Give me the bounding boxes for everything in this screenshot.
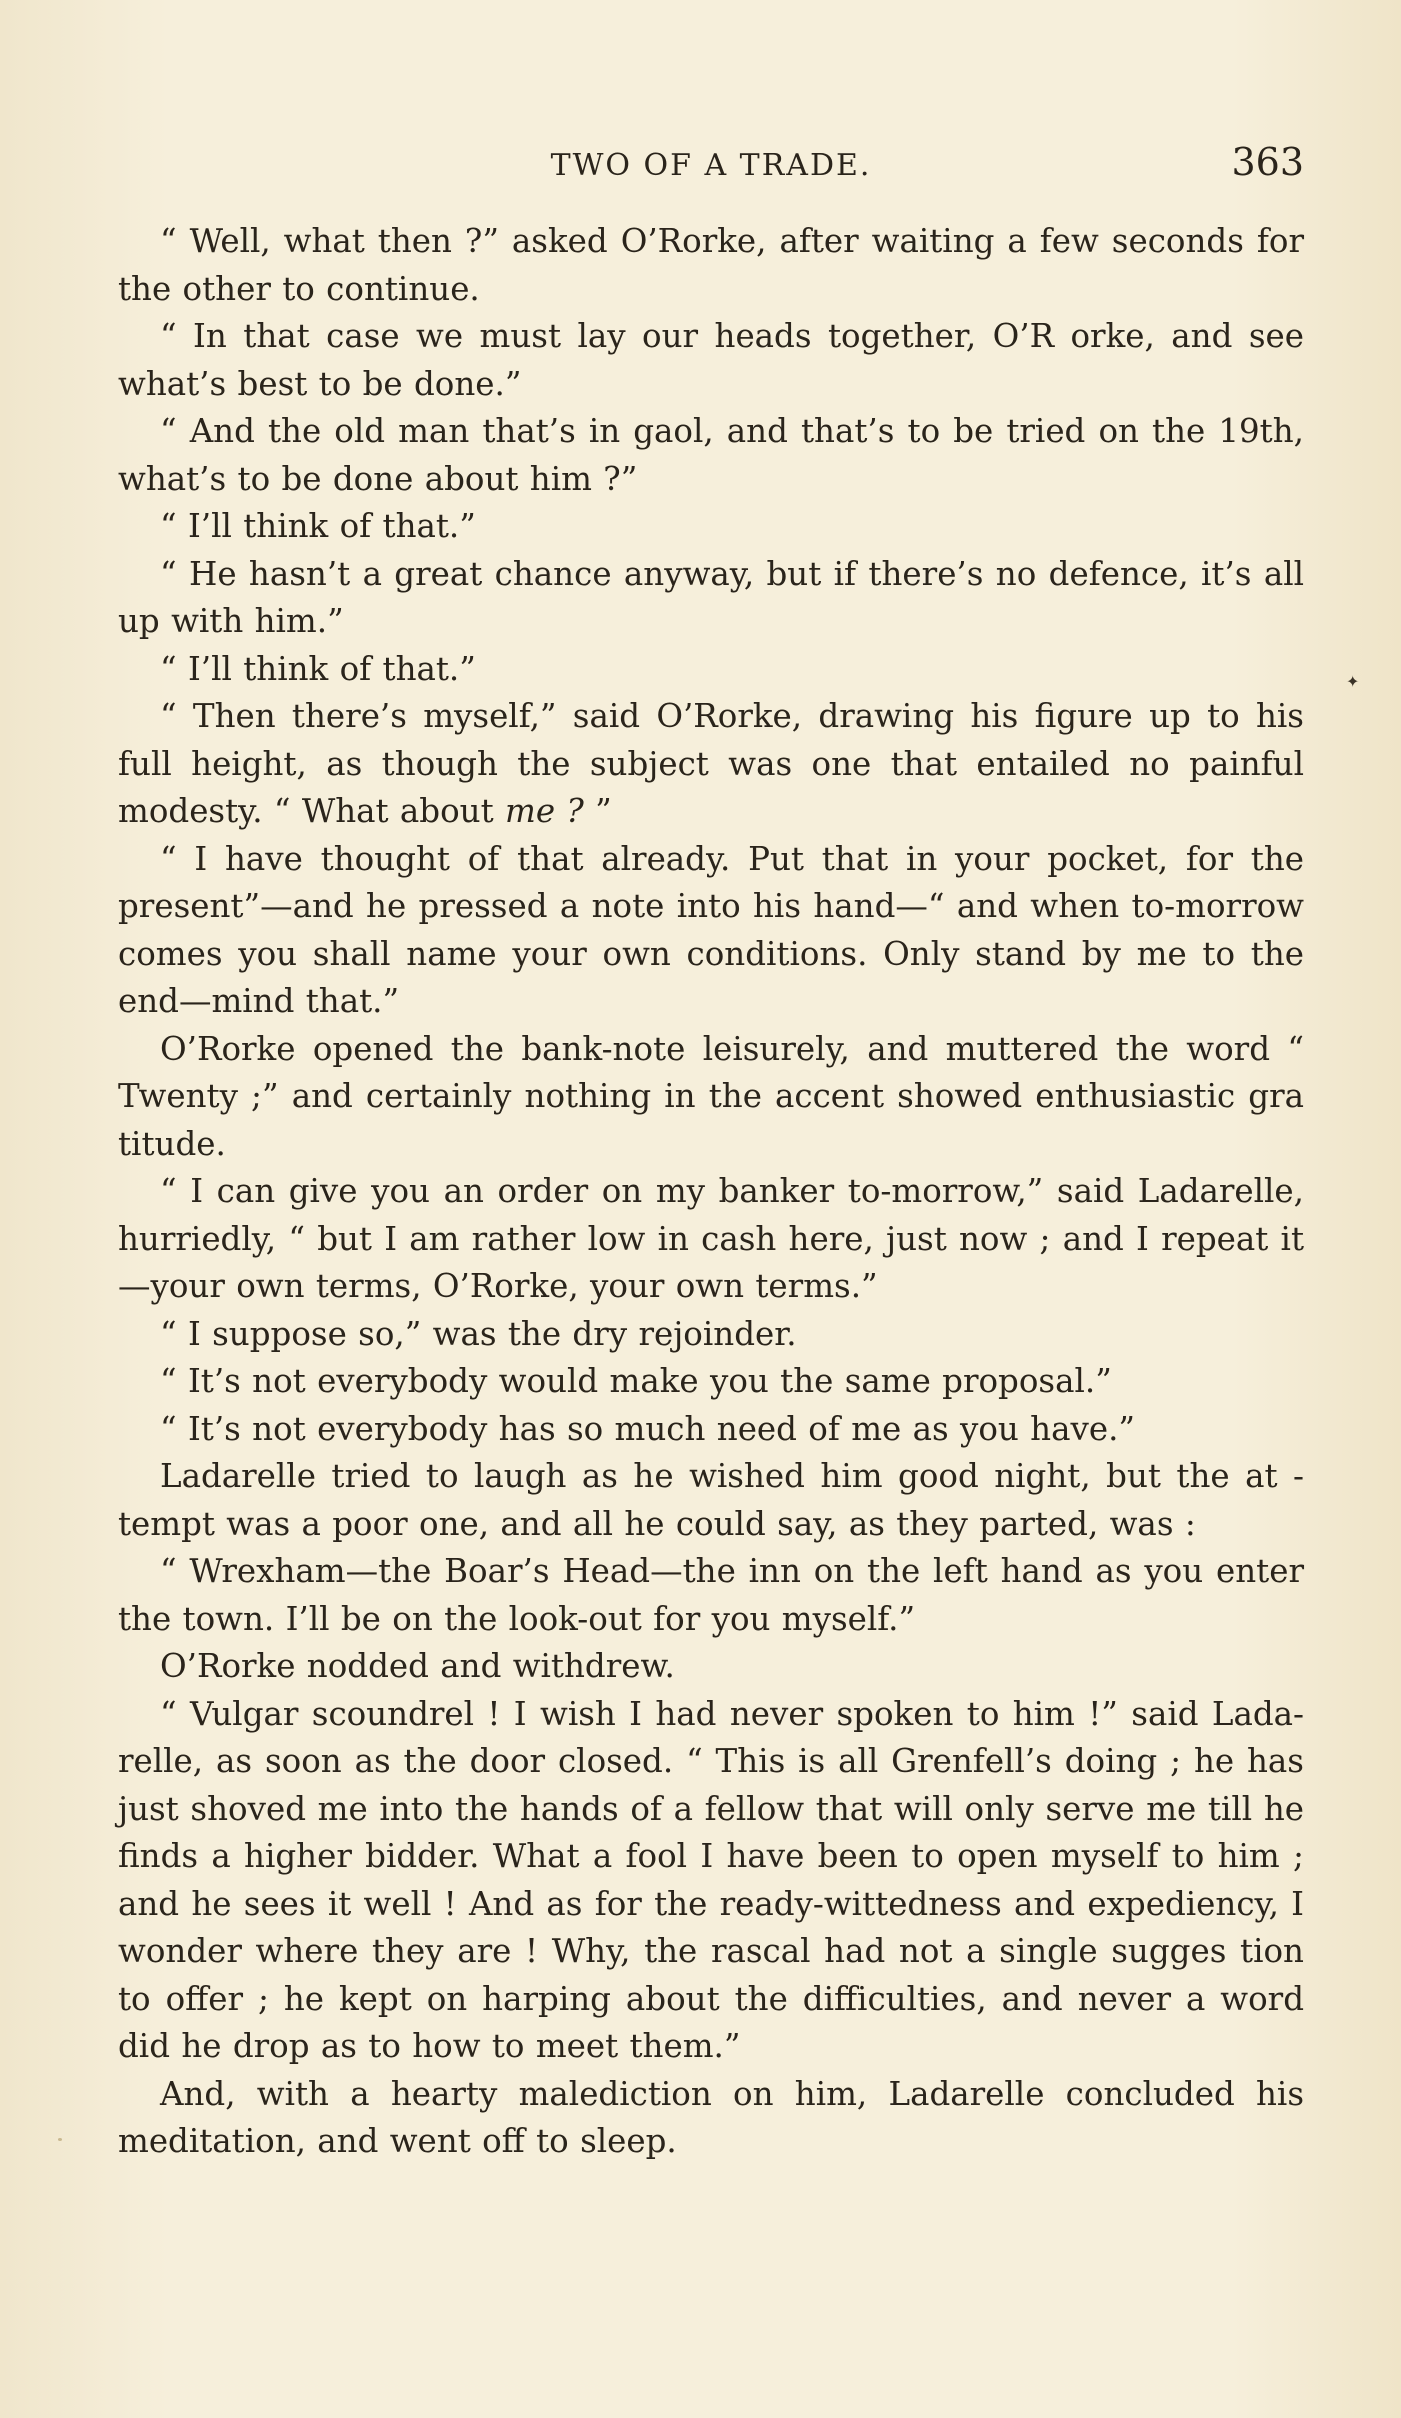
paragraph-9: O’Rorke opened the bank-note leisurely, and muttered the word “ Twenty ;” and certainly nothing in the accent showed enthusiastic gra titude. [118,1029,1304,1163]
paragraph-15: “ Wrexham—the Boar’s Head—the inn on the left hand as you enter the town. I’ll be on the look-out for you myself.” [118,1552,1304,1638]
paragraph-18: And, with a hearty malediction on him, Ladarelle concluded his meditation, and went off to sleep. [118,2074,1304,2160]
paragraph-13: “ It’s not everybody has so much need of me as you have.” [160,1409,1136,1448]
paragraph-2: “ In that case we must lay our heads together, O’R orke, and see what’s best to be done.” [118,317,1304,403]
paragraph-14: Ladarelle tried to laugh as he wished him good night, but the at - tempt was a poor one, and all he could say, as they parted, was : [118,1457,1304,1543]
paper-speck [58,2138,62,2141]
paragraph-11: “ I suppose so,” was the dry rejoinder. [160,1314,797,1353]
running-title: TWO OF A TRADE. [550,148,872,183]
margin-mark: ✦ [1346,672,1360,691]
paragraph-10: “ I can give you an order on my banker to-morrow,” said Ladarelle, hurriedly, “ but I am rather low in cash here, just now ; and I repeat it—your own terms, O’Rorke, your own terms.” [118,1172,1304,1305]
paragraph-8: “ I have thought of that already. Put that in your pocket, for the present”—and he pressed a note into his hand—“ and when to-morrow comes you shall name your own conditions. Only stand by me to the end—mind that.” [118,839,1304,1020]
body-text [118,218,1304,2166]
paragraph-7-text: “ Then there’s myself,” said O’Rorke, drawing his figure up to his full height, as though the subject was one that entailed no painful modesty. “ What about [118,697,1304,830]
paragraph-16: O’Rorke nodded and withdrew. [160,1647,675,1685]
paragraph-6: “ I’ll think of that.” [160,649,476,688]
page-number: 363 [1231,140,1304,184]
running-header [118,140,1304,190]
paragraph-5: “ He hasn’t a great chance anyway, but if there’s no defence, it’s all up with him.” [118,554,1304,640]
paragraph-3: “ And the old man that’s in gaol, and that’s to be tried on the 19th, what’s to be done about him ?” [118,412,1304,498]
paragraph-4: “ I’ll think of that.” [160,507,476,545]
emphasis-me: me ? [505,792,584,830]
paragraph-12: “ It’s not everybody would make you the same proposal.” [160,1362,1112,1400]
paragraph-1: “ Well, what then ?” asked O’Rorke, after waiting a few seconds for the other to continue. [118,222,1304,308]
closing-quote: ” [583,792,612,830]
paragraph-7 [118,693,1304,836]
paragraph-17: “ Vulgar scoundrel ! I wish I had never spoken to him !” said Lada- relle, as soon as the door closed. “ This is all Grenfell’s doing ; he has just shoved me into the hands of a fellow that will only serve me till he finds a higher bidder. What a fool I have been to open myself to him ; and he sees it well ! And as for the ready-wittedness and expediency, I wonder where they are ! Why, the rascal had not a single sugges tion to offer ; he kept on harping about the difficulties, and never a word did he drop as to how to meet them.” [118,1694,1304,2065]
